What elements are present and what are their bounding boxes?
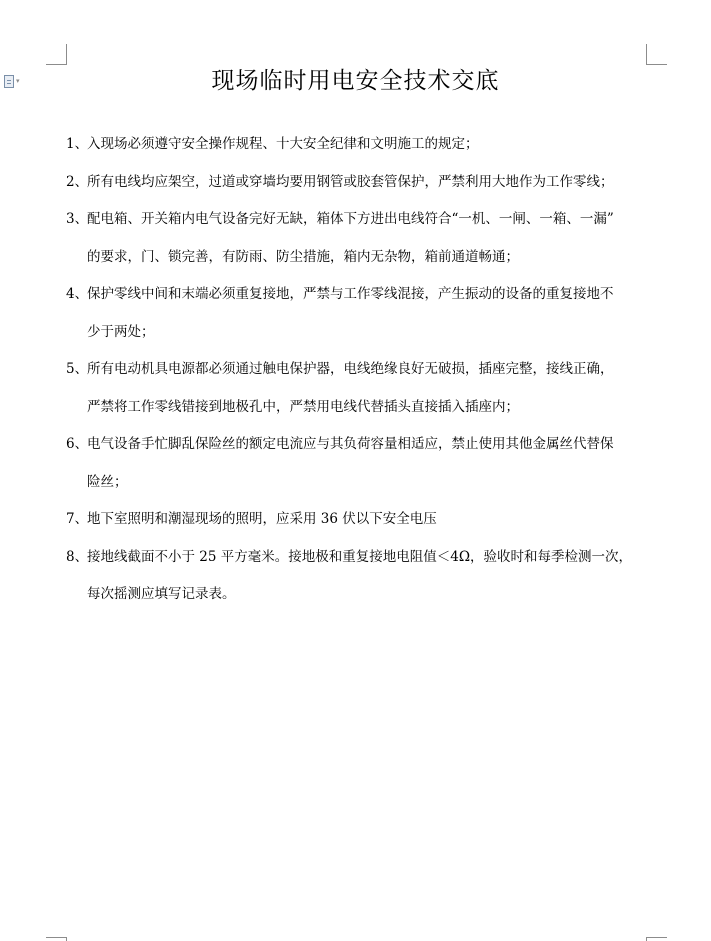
crop-mark-top-right [646,44,667,65]
item-list [66,126,656,614]
item-text-line: 配电箱、开关箱内电气设备完好无缺，箱体下方进出电线符合“一机、一闸、一箱、一漏” [87,211,614,227]
item-text-line: 地下室照明和潮湿现场的照明，应采用 36 伏以下安全电压 [87,511,437,527]
item-number: 1、 [66,136,89,152]
item-text-line: 所有电动机具电源都必须通过触电保护器，电线绝缘良好无破损，插座完整，接线正确， [87,361,614,377]
page-title: 现场临时用电安全技术交底 [211,68,500,94]
item-number: 6、 [66,436,89,452]
item-text-line: 险丝； [87,473,128,490]
list-item [66,164,656,202]
list-item [66,426,656,501]
item-text-line: 严禁将工作零线错接到地极孔中，严禁用电线代替插头直接插入插座内； [87,398,519,415]
list-item [66,126,656,164]
item-number: 4、 [66,286,89,302]
list-item [66,351,656,426]
chevron-down-icon: ▾ [16,77,20,85]
item-number: 7、 [66,511,89,527]
item-number: 3、 [66,211,89,227]
item-text-line: 接地线截面不小于 25 平方毫米。接地极和重复接地电阻值＜4Ω，验收时和每季检测一次， [87,548,633,565]
item-text-line: 少于两处； [87,323,155,340]
crop-mark-bottom-left [46,937,67,941]
item-number: 5、 [66,361,89,377]
item-text-line: 入现场必须遵守安全操作规程、十大安全纪律和文明施工的规定； [87,136,479,152]
item-text-line: 每次摇测应填写记录表。 [87,586,236,602]
item-text-line: 保护零线中间和末端必须重复接地，严禁与工作零线混接，产生振动的设备的重复接地不 [87,286,614,302]
item-text-line: 所有电线均应架空，过道或穿墙均要用钢管或胶套管保护，严禁利用大地作为工作零线； [87,173,614,190]
item-text-line: 电气设备手忙脚乱保险丝的额定电流应与其负荷容量相适应，禁止使用其他金属丝代替保 [87,436,614,452]
crop-mark-top-left [46,44,67,65]
item-text-line: 的要求，门、锁完善，有防雨、防尘措施，箱内无杂物，箱前通道畅通； [87,248,519,265]
crop-mark-bottom-right [646,937,667,941]
item-number: 8、 [66,548,89,565]
item-number: 2、 [66,173,89,190]
list-item [66,276,656,351]
list-item [66,539,656,614]
list-item [66,201,656,276]
list-item [66,501,656,539]
